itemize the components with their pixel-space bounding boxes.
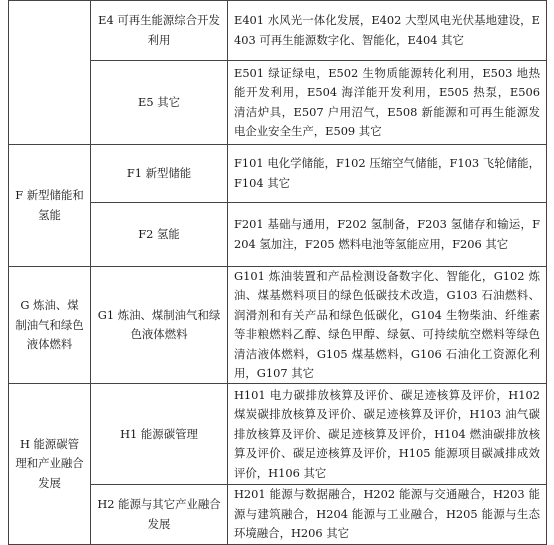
table-row <box>9 145 547 203</box>
subcategory-cell: F1 新型储能 <box>91 145 228 203</box>
category-cell: H 能源碳管理和产业融合发展 <box>9 384 91 544</box>
subcategory-cell: F2 氢能 <box>91 203 228 267</box>
subcategory-cell: E4 可再生能源综合开发利用 <box>91 1 228 61</box>
table-row <box>9 384 547 485</box>
subcategory-cell: E5 其它 <box>91 61 228 145</box>
items-cell: F101 电化学储能，F102 压缩空气储能，F103 飞轮储能，F104 其它 <box>228 145 547 203</box>
items-cell: E401 水风光一体化发展，E402 大型风电光伏基地建设，E403 可再生能源数字化、智能化，E404 其它 <box>228 1 547 61</box>
table-row <box>9 267 547 384</box>
items-cell: E501 绿证绿电，E502 生物质能源转化利用，E503 地热能开发利用，E504 海洋能开发利用，E505 热泵，E506 清洁炉具，E507 户用沼气，E508 新能源和可再生能源发电企业安全生产，E509 其它 <box>228 61 547 145</box>
items-cell: H201 能源与数据融合，H202 能源与交通融合，H203 能源与建筑融合，H204 能源与工业融合，H205 能源与生态环境融合，H206 其它 <box>228 485 547 544</box>
subcategory-cell: H1 能源碳管理 <box>91 384 228 485</box>
items-cell: H101 电力碳排放核算及评价、碳足迹核算及评价，H102 煤炭碳排放核算及评价、碳足迹核算及评价，H103 油气碳排放核算及评价、碳足迹核算及评价，H104 燃油碳排放核算及评价、碳足迹核算及评价，H105 能源项目碳减排成效评价，H106 其它 <box>228 384 547 485</box>
subcategory-cell: G1 炼油、煤制油气和绿色液体燃料 <box>91 267 228 384</box>
category-cell-continued <box>9 1 91 145</box>
items-cell: F201 基础与通用，F202 氢制备，F203 氢储存和输运，F204 氢加注，F205 燃料电池等氢能应用，F206 其它 <box>228 203 547 267</box>
category-cell: F 新型储能和氢能 <box>9 145 91 267</box>
classification-table <box>8 0 547 545</box>
items-cell: G101 炼油装置和产品检测设备数字化、智能化，G102 炼油、煤基燃料项目的绿色低碳技术改造，G103 石油燃料、润滑剂和有关产品和绿色低碳化，G104 生物柴油、纤维素等非粮燃料乙醇、绿色甲醇、绿氨、可持续航空燃料等绿色清洁液体燃料，G105 煤基燃料，G106 石油化工资源化利用，G107 其它 <box>228 267 547 384</box>
subcategory-cell: H2 能源与其它产业融合发展 <box>91 485 228 544</box>
category-cell: G 炼油、煤制油气和绿色液体燃料 <box>9 267 91 384</box>
table-row <box>9 1 547 61</box>
